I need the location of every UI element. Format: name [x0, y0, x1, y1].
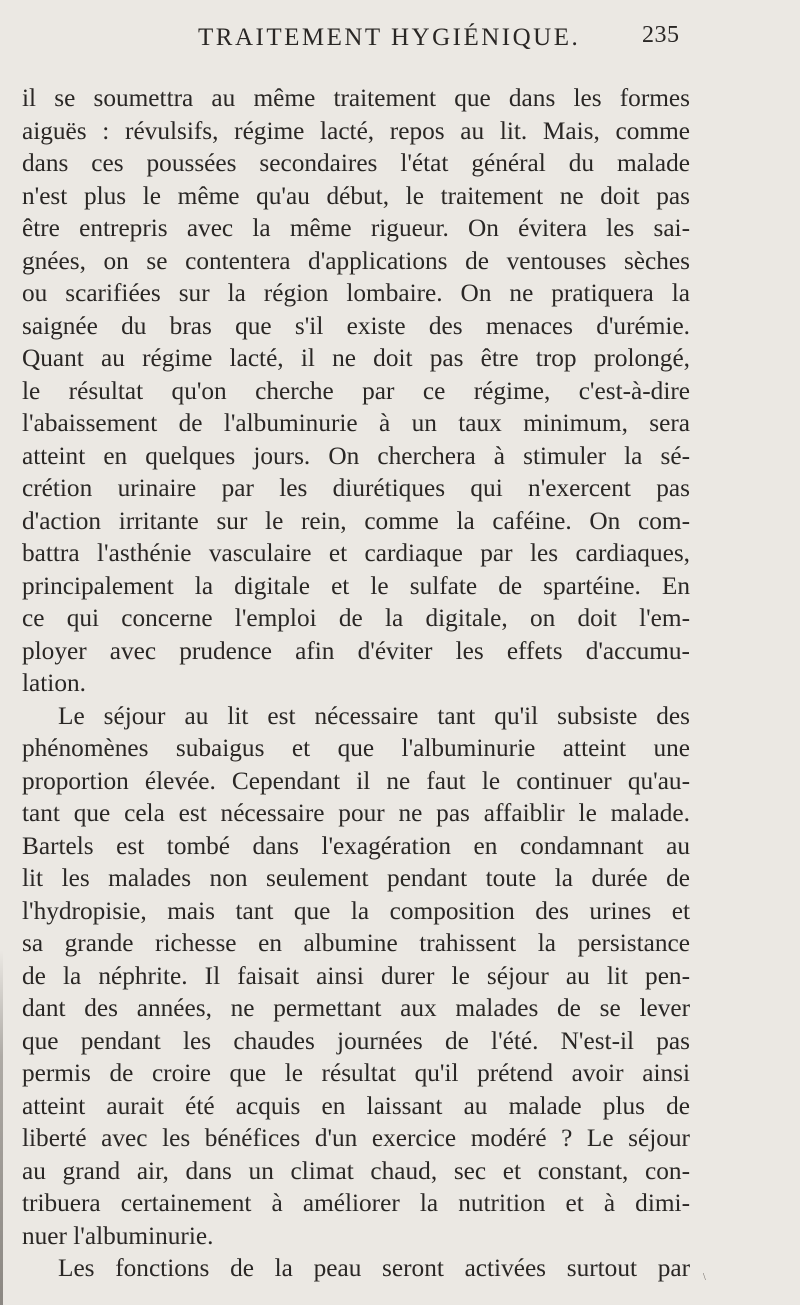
text-line: proportion élevée. Cependant il ne faut le continuer qu'au-: [22, 766, 690, 795]
text-line: principalement la digitale et le sulfate de spartéine. En: [22, 571, 690, 600]
text-line: atteint aurait été acquis en laissant au malade plus de: [22, 1091, 690, 1120]
paragraph-last-line: nuer l'albuminurie.: [22, 1221, 214, 1250]
text-line: Quant au régime lacté, il ne doit pas être trop prolongé,: [22, 344, 690, 372]
text-line: aiguës : révulsifs, régime lacté, repos au lit. Mais, comme: [22, 116, 690, 145]
text-line: Bartels est tombé dans l'exagération en condamnant au: [22, 831, 690, 860]
text-line: il se soumettra au même traitement que dans les formes: [22, 84, 690, 112]
text-line: saignée du bras que s'il existe des menaces d'urémie.: [22, 311, 690, 340]
paragraph-first-line: Les fonctions de la peau seront activées surtout par: [58, 1254, 690, 1282]
text-line: tant que cela est nécessaire pour ne pas affaiblir le malade.: [22, 799, 690, 827]
text-line: battra l'asthénie vasculaire et cardiaque par les cardiaques,: [22, 539, 690, 567]
paragraph-first-line: Le séjour au lit est nécessaire tant qu'il subsiste des: [58, 701, 690, 730]
text-line: tribuera certainement à améliorer la nutrition et à dimi-: [22, 1189, 690, 1217]
page-number: 235: [642, 22, 680, 48]
text-line: ployer avec prudence afin d'éviter les effets d'accumu-: [22, 636, 690, 665]
text-line: l'abaissement de l'albuminurie à un taux minimum, sera: [22, 409, 690, 437]
text-line: l'hydropisie, mais tant que la composition des urines et: [22, 896, 690, 925]
text-line: ce qui concerne l'emploi de la digitale, on doit l'em-: [22, 604, 690, 632]
text-line: le résultat qu'on cherche par ce régime, c'est-à-dire: [22, 376, 690, 405]
page-header: [0, 20, 800, 60]
ink-speck: \: [703, 1272, 706, 1283]
text-line: atteint en quelques jours. On cherchera à stimuler la sé-: [22, 441, 690, 470]
page-edge-shadow: [0, 950, 3, 1305]
text-line: permis de croire que le résultat qu'il prétend avoir ainsi: [22, 1059, 690, 1087]
text-line: d'action irritante sur le rein, comme la caféine. On com-: [22, 506, 690, 535]
text-line: dant des années, ne permettant aux malades de se lever: [22, 994, 690, 1022]
text-line: être entrepris avec la même rigueur. On évitera les sai-: [22, 214, 690, 242]
text-line: que pendant les chaudes journées de l'été. N'est-il pas: [22, 1026, 690, 1055]
text-line: n'est plus le même qu'au début, le traitement ne doit pas: [22, 181, 690, 210]
text-line: gnées, on se contentera d'applications de ventouses sèches: [22, 246, 690, 275]
paragraph-last-line: lation.: [22, 669, 86, 697]
text-line: de la néphrite. Il faisait ainsi durer le séjour au lit pen-: [22, 961, 690, 990]
running-head: TRAITEMENT HYGIÉNIQUE.: [198, 24, 581, 51]
text-line: liberté avec les bénéfices d'un exercice modéré ? Le séjour: [22, 1124, 690, 1152]
text-line: ou scarifiées sur la région lombaire. On ne pratiquera la: [22, 279, 690, 307]
text-line: crétion urinaire par les diurétiques qui n'exercent pas: [22, 474, 690, 502]
text-line: phénomènes subaigus et que l'albuminurie atteint une: [22, 734, 690, 762]
body-text: [22, 82, 690, 1285]
text-line: sa grande richesse en albumine trahissent la persistance: [22, 929, 690, 957]
text-line: dans ces poussées secondaires l'état général du malade: [22, 149, 690, 177]
text-line: au grand air, dans un climat chaud, sec et constant, con-: [22, 1156, 690, 1185]
text-line: lit les malades non seulement pendant toute la durée de: [22, 864, 690, 892]
